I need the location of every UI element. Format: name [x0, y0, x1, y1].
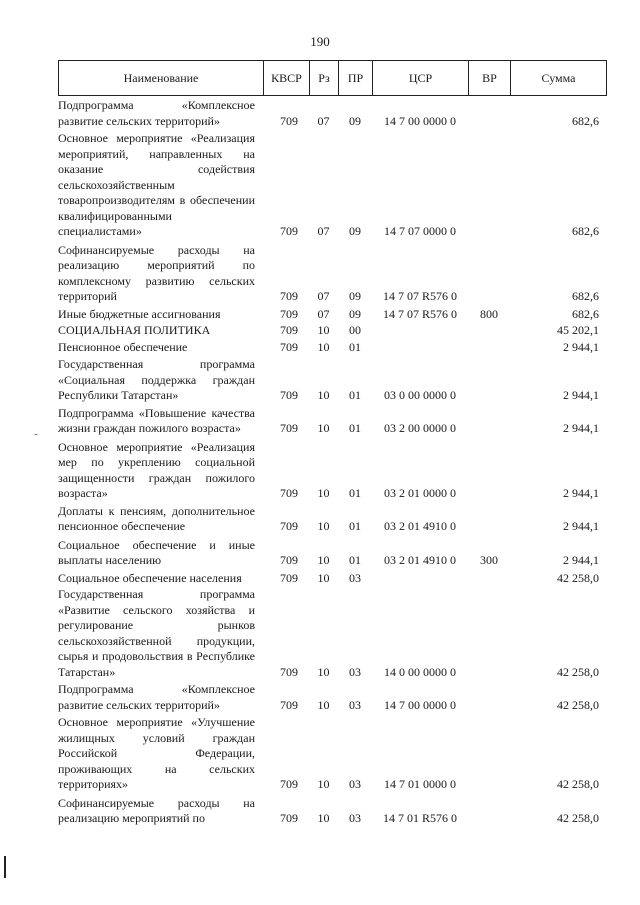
cell-vr: 800 — [480, 306, 498, 321]
cell-rz: 10 — [317, 811, 330, 825]
cell-pr: 01 — [349, 553, 361, 567]
cell-csr: 03 2 01 0000 0 — [384, 486, 456, 500]
cell-rz: 07 — [317, 113, 330, 128]
cell-name: Основное мероприятие «Реализация мер по укреплению социальной защищенности граждан пожилого возраста» — [58, 439, 255, 500]
cell-sum: 682,6 — [572, 306, 599, 321]
cell-csr: 03 2 00 0000 0 — [384, 421, 456, 435]
table-row — [58, 682, 607, 713]
cell-sum: 2 944,1 — [563, 388, 599, 402]
cell-name: Социальное обеспечение и иные выплаты населению — [58, 537, 255, 567]
cell-name: Пенсионное обеспечение — [58, 339, 188, 354]
table-row — [58, 357, 607, 404]
cell-rz: 10 — [317, 388, 330, 402]
cell-kvsr: 709 — [280, 777, 298, 791]
cell-rz: 10 — [317, 519, 330, 533]
cell-rz: 10 — [317, 570, 330, 585]
scan-edge-mark — [4, 856, 6, 878]
cell-name: Подпрограмма «Комплексное развитие сельских территорий» — [58, 682, 255, 712]
cell-name: Основное мероприятие «Реализация мероприятий, направленных на оказание содействия сельскохозяйственным товаропроизводителям в обеспечении квалифицированными специалистами» — [58, 131, 255, 238]
header-csr: ЦСР — [373, 61, 469, 95]
cell-sum: 42 258,0 — [557, 697, 599, 712]
cell-sum: 682,6 — [572, 289, 599, 303]
cell-pr: 03 — [349, 777, 361, 791]
cell-rz: 07 — [317, 306, 330, 321]
cell-kvsr: 709 — [280, 224, 298, 238]
cell-kvsr: 709 — [280, 811, 298, 825]
cell-kvsr: 709 — [280, 323, 298, 337]
cell-csr: 03 0 00 0000 0 — [384, 388, 456, 402]
cell-csr: 14 7 00 0000 0 — [384, 113, 456, 128]
cell-pr: 00 — [349, 323, 361, 337]
cell-csr: 14 7 01 R576 0 — [382, 811, 457, 825]
cell-name: СОЦИАЛЬНАЯ ПОЛИТИКА — [58, 323, 211, 337]
table-row — [58, 504, 607, 535]
cell-rz: 10 — [317, 777, 330, 791]
table-row — [58, 323, 607, 339]
cell-name: Софинансируемые расходы на реализацию мероприятий по комплексному развитию сельских территорий — [58, 242, 255, 303]
cell-sum: 2 944,1 — [563, 421, 599, 435]
cell-sum: 42 258,0 — [557, 664, 599, 679]
table-row — [58, 538, 607, 569]
margin-mark: - — [34, 428, 38, 440]
cell-csr: 14 0 00 0000 0 — [384, 664, 456, 679]
table-row — [58, 715, 607, 793]
cell-rz: 07 — [317, 224, 330, 238]
cell-pr: 03 — [349, 697, 361, 712]
cell-sum: 42 258,0 — [557, 570, 599, 585]
cell-name: Основное мероприятие «Улучшение жилищных условий граждан Российской Федерации, проживающих на сельских территориях» — [58, 715, 255, 791]
cell-rz: 10 — [317, 486, 330, 500]
table-row — [58, 98, 607, 129]
header-name: Наименование — [59, 61, 264, 95]
cell-sum: 45 202,1 — [557, 323, 599, 337]
cell-rz: 10 — [317, 339, 330, 354]
cell-pr: 01 — [349, 486, 361, 500]
table-row — [58, 587, 607, 680]
table-body — [58, 98, 607, 827]
cell-kvsr: 709 — [280, 388, 298, 402]
cell-kvsr: 709 — [280, 289, 298, 303]
cell-sum: 2 944,1 — [563, 553, 599, 567]
cell-vr: 300 — [480, 553, 498, 567]
cell-sum: 42 258,0 — [557, 811, 599, 825]
cell-name: Социальное обеспечение населения — [58, 570, 242, 585]
cell-name: Иные бюджетные ассигнования — [58, 306, 221, 321]
cell-name: Подпрограмма «Повышение качества жизни граждан пожилого возраста» — [58, 405, 255, 435]
header-rz: Рз — [310, 61, 339, 95]
table-row — [58, 243, 607, 305]
cell-name: Подпрограмма «Комплексное развитие сельских территорий» — [58, 98, 255, 128]
table-row — [58, 440, 607, 502]
cell-pr: 03 — [349, 570, 361, 585]
cell-pr: 01 — [349, 421, 361, 435]
cell-csr: 03 2 01 4910 0 — [384, 519, 456, 533]
cell-name: Государственная программа «Социальная поддержка граждан Республики Татарстан» — [58, 357, 255, 402]
cell-kvsr: 709 — [280, 306, 298, 321]
cell-pr: 01 — [349, 339, 361, 354]
cell-name: Доплаты к пенсиям, дополнительное пенсионное обеспечение — [58, 503, 255, 533]
cell-name: Софинансируемые расходы на реализацию мероприятий по — [58, 795, 255, 825]
cell-csr: 14 7 07 R576 0 — [382, 306, 457, 321]
cell-kvsr: 709 — [280, 339, 298, 354]
cell-rz: 10 — [317, 323, 330, 337]
table-row — [58, 406, 607, 437]
cell-sum: 682,6 — [572, 113, 599, 128]
header-sum: Сумма — [541, 70, 576, 85]
cell-name: Государственная программа «Развитие сельского хозяйства и регулирование рынков сельскохозяйственной продукции, сырья и продовольствия в Республике Татарстан» — [58, 587, 255, 679]
table-row — [58, 131, 607, 240]
cell-sum: 42 258,0 — [557, 777, 599, 791]
header-vr: ВР — [469, 61, 511, 95]
cell-rz: 10 — [317, 664, 330, 679]
cell-kvsr: 709 — [280, 519, 298, 533]
cell-kvsr: 709 — [280, 113, 298, 128]
table-row — [58, 307, 607, 323]
cell-rz: 10 — [317, 421, 330, 435]
cell-csr: 14 7 07 R576 0 — [382, 289, 457, 303]
cell-csr: 03 2 01 4910 0 — [384, 553, 456, 567]
cell-csr: 14 7 01 0000 0 — [384, 777, 456, 791]
table-row — [58, 571, 607, 587]
table-row — [58, 796, 607, 827]
cell-sum: 682,6 — [572, 224, 599, 238]
cell-csr: 14 7 00 0000 0 — [384, 697, 456, 712]
page-number: 190 — [310, 34, 330, 49]
cell-pr: 03 — [349, 664, 361, 679]
cell-pr: 09 — [349, 113, 361, 128]
table-row — [58, 340, 607, 356]
cell-kvsr: 709 — [280, 664, 298, 679]
cell-pr: 01 — [349, 519, 361, 533]
cell-kvsr: 709 — [280, 553, 298, 567]
cell-rz: 10 — [317, 697, 330, 712]
cell-pr: 09 — [349, 289, 361, 303]
cell-pr: 03 — [349, 811, 361, 825]
cell-kvsr: 709 — [280, 697, 298, 712]
cell-pr: 01 — [349, 388, 361, 402]
cell-kvsr: 709 — [280, 486, 298, 500]
cell-pr: 09 — [349, 306, 361, 321]
header-pr: ПР — [339, 61, 373, 95]
cell-csr: 14 7 07 0000 0 — [384, 224, 456, 238]
cell-sum: 2 944,1 — [563, 486, 599, 500]
table-header — [58, 60, 607, 96]
cell-kvsr: 709 — [280, 421, 298, 435]
cell-sum: 2 944,1 — [563, 519, 599, 533]
cell-rz: 10 — [317, 553, 330, 567]
cell-pr: 09 — [349, 224, 361, 238]
cell-rz: 07 — [317, 289, 330, 303]
cell-kvsr: 709 — [280, 570, 298, 585]
header-kvsr: КВСР — [264, 61, 310, 95]
cell-sum: 2 944,1 — [563, 339, 599, 354]
